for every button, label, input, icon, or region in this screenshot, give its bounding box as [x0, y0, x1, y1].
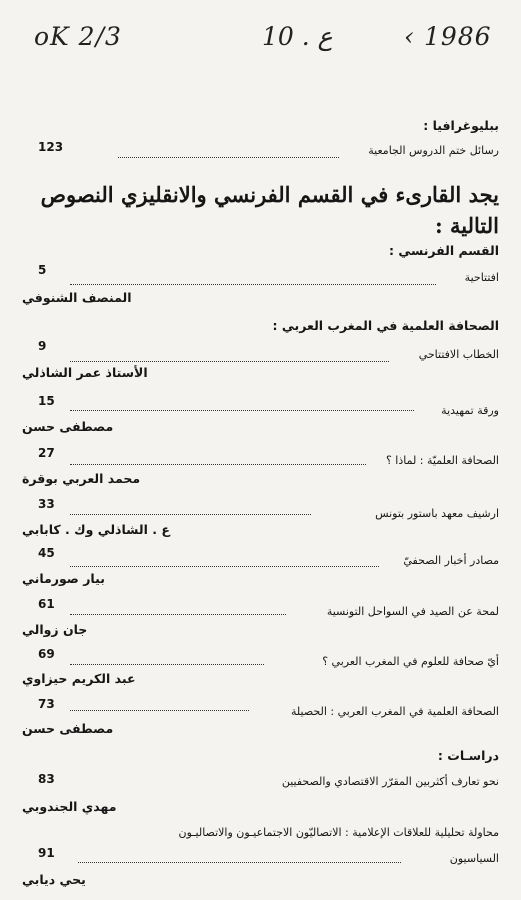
entry-title: افتتاحية [464, 271, 499, 284]
leader-dots [70, 566, 379, 567]
entry-author: ع . الشاذلي وك . كابابي [22, 522, 170, 537]
entry-page: 27 [38, 446, 55, 460]
entry-page: 73 [38, 697, 55, 711]
leader-dots [70, 514, 311, 515]
entry-title: الخطاب الافتتاحي [418, 348, 499, 361]
bibliography-title: رسائل ختم الدروس الجامعية [368, 144, 499, 157]
entry-title: أيّ صحافة للعلوم في المغرب العربي ؟ [322, 655, 499, 668]
bibliography-heading: ببليوغرافيا : [423, 118, 499, 133]
entry-title-continued: السياسيون [449, 852, 499, 865]
entry-page: 9 [38, 339, 47, 353]
leader-dots [70, 361, 389, 362]
entry-page: 91 [38, 846, 55, 860]
entry-title: ورقة تمهيدية [441, 404, 499, 417]
entry-author: مصطفى حسن [22, 721, 114, 736]
entry-title: نحو تعارف أكثربين المقرّر الاقتصادي والصحفيين [281, 775, 499, 788]
bibliography-page: 123 [38, 140, 64, 154]
entry-author: جان زوالي [22, 622, 88, 637]
leader-dots [70, 614, 286, 615]
entry-title: مصادر أخبار الصحفيّ [403, 554, 499, 567]
leader-dots [70, 664, 264, 665]
entry-page: 61 [38, 597, 55, 611]
handwritten-code: oK 2/3 [34, 22, 122, 51]
entry-page: 45 [38, 546, 55, 560]
handwritten-number: 10 . ع [262, 22, 333, 51]
main-heading: يجد القارىء في القسم الفرنسي والانقليزي النصوص التالية : [40, 182, 499, 238]
entry-author: عبد الكريم حيزاوي [22, 671, 136, 686]
handwritten-year: ‹ 1986 [404, 22, 492, 51]
entry-page: 83 [38, 772, 55, 786]
leader-dots [70, 284, 436, 285]
entry-title: الصحافة العلميّة : لماذا ؟ [385, 454, 499, 467]
entry-page: 15 [38, 394, 55, 408]
entry-title: محاولة تحليلية للعلاقات الإعلامية : الاتصاليّون الاجتماعيـون والاتصاليـون [178, 826, 499, 839]
entry-title: ارشيف معهد باستور بتونس [375, 507, 499, 520]
entry-title: الصحافة العلمية في المغرب العربي : الحصيلة [290, 705, 499, 718]
entry-page: 5 [38, 263, 47, 277]
leader-dots [70, 464, 366, 465]
entry-author: محمد العربي بوقرة [22, 471, 141, 486]
entry-author: بيار صورماني [22, 571, 105, 586]
leader-dots [118, 157, 339, 158]
leader-dots [78, 862, 401, 863]
entry-author: يحي ديابي [22, 872, 86, 887]
entry-author: الأستاذ عمر الشاذلي [22, 365, 148, 380]
entry-page: 69 [38, 647, 55, 661]
french-section-heading: القسم الفرنسي : [388, 243, 499, 258]
studies-section-heading: دراسـات : [437, 748, 499, 763]
entry-author: المنصف الشنوفي [22, 290, 132, 305]
entry-title: لمحة عن الصيد في السواحل التونسية [326, 605, 499, 618]
entry-author: مصطفى حسن [22, 419, 114, 434]
leader-dots [70, 710, 249, 711]
entry-page: 33 [38, 497, 55, 511]
french-subheading: الصحافة العلمية في المغرب العربي : [272, 318, 499, 333]
leader-dots [70, 410, 414, 411]
handwritten-year-value: 1986 [423, 22, 492, 51]
entry-author: مهدي الجندوبي [22, 799, 117, 814]
